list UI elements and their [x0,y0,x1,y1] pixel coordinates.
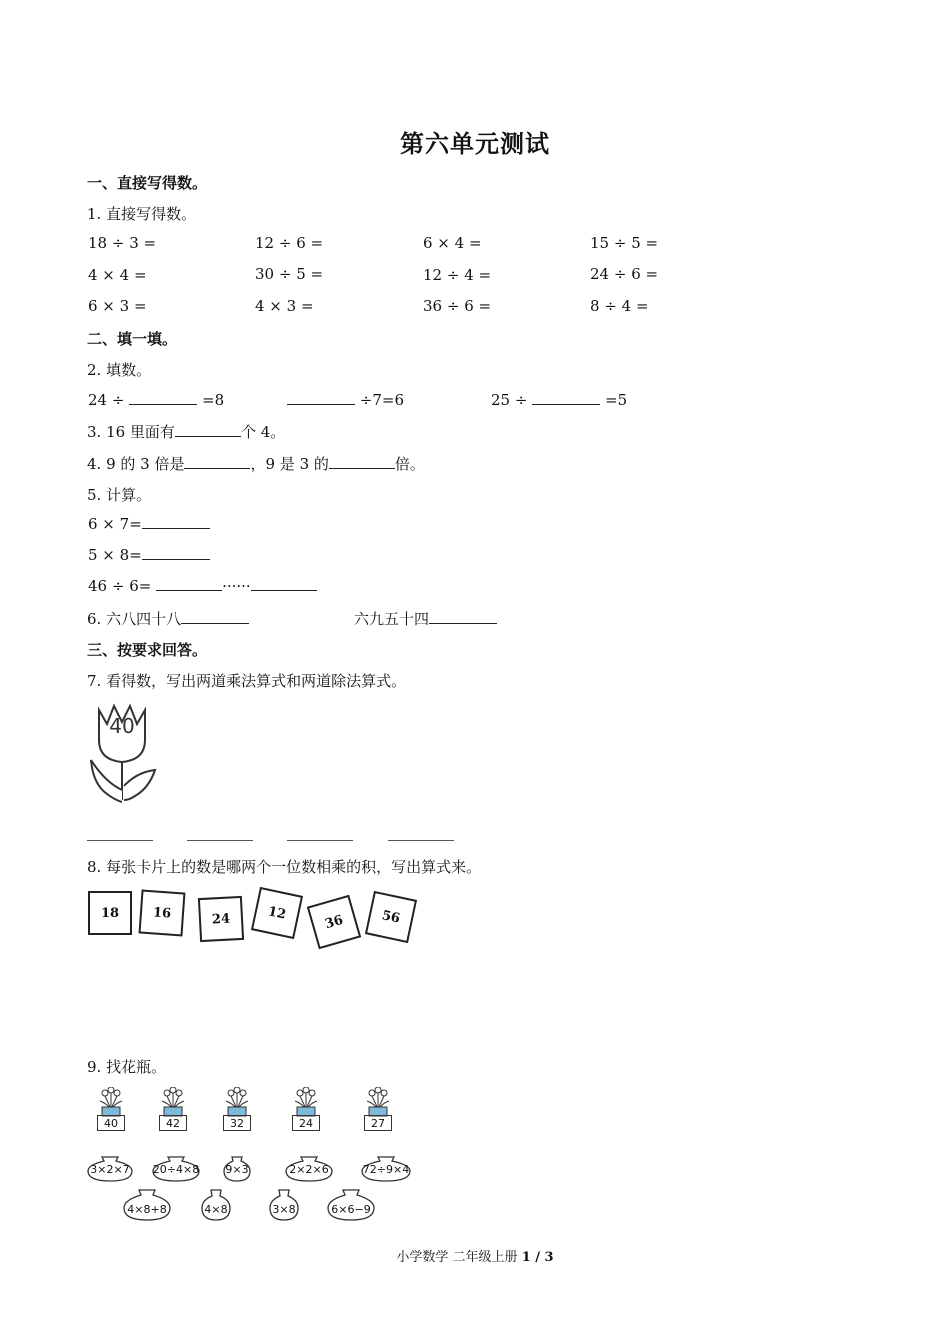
pot-number: 32 [223,1115,251,1131]
q5-item-2 [88,545,210,564]
vase-expression: 72÷9×4 [362,1162,410,1176]
q5-item-1 [88,514,210,533]
pot-number: 40 [97,1115,125,1131]
q2-item-1 [88,390,224,409]
remainder-dots: ······ [222,577,251,595]
vase-expression: 6×6−9 [331,1202,371,1216]
number-card: 18 [88,891,132,935]
question-1-prompt: 1. 直接写得数。 [87,205,197,223]
q2-item-pre: 25 ÷ [491,391,528,409]
flower-icon [222,1087,252,1117]
answer-blank[interactable] [181,609,249,624]
flower-pot [222,1087,252,1131]
vase [284,1155,334,1183]
q6-item-2 [354,608,497,629]
q1-cell: 6 × 4 = [423,234,482,252]
vase-expression: 2×2×6 [289,1162,329,1176]
vase-expression: 9×3 [225,1162,249,1176]
answer-line[interactable] [87,840,153,841]
vase-expression: 3×2×7 [90,1162,130,1176]
q1-cell: 4 × 3 = [255,297,314,315]
q4-text-mid: ，9 是 3 的 [250,455,329,473]
pot-number: 42 [159,1115,187,1131]
tulip-illustration [85,702,159,812]
page-footer [0,1246,950,1265]
answer-blank[interactable] [129,390,197,405]
flower-icon [291,1087,321,1117]
flower-pot [158,1087,188,1131]
question-9-prompt: 9. 找花瓶。 [87,1058,167,1076]
q1-cell: 18 ÷ 3 = [88,234,157,252]
answer-blank[interactable] [532,390,600,405]
footer-subject: 小学数学 二年级上册 [396,1250,518,1265]
vase [268,1188,300,1222]
vase-expression: 20÷4×8 [152,1162,200,1176]
q1-cell: 12 ÷ 4 = [423,266,492,284]
page-title: 第六单元测试 [400,129,550,158]
q5-expression: 6 × 7= [88,515,142,533]
number-card: 12 [251,887,303,939]
flower-pot [96,1087,126,1131]
vase [86,1155,134,1183]
answer-blank[interactable] [156,576,222,591]
question-3 [87,421,285,442]
footer-page-number: 1 [521,1250,531,1265]
answer-blank[interactable] [287,390,355,405]
q2-item-3 [491,390,627,409]
pot-number: 24 [292,1115,320,1131]
footer-separator: / [535,1250,541,1265]
q1-cell: 8 ÷ 4 = [590,297,649,315]
q2-item-post: ÷7=6 [359,391,405,409]
q2-item-2 [287,390,404,409]
vase-expression: 4×8+8 [127,1202,167,1216]
question-2-prompt: 2. 填数。 [87,361,152,379]
vase [151,1155,201,1183]
vase-expression: 3×8 [272,1202,296,1216]
q2-item-post: =8 [202,391,225,409]
number-card: 56 [365,891,417,943]
answer-blank[interactable] [251,576,317,591]
question-5-prompt: 5. 计算。 [87,486,152,504]
number-card: 36 [307,895,361,949]
q4-text-pre: 4. 9 的 3 倍是 [87,455,185,473]
question-4 [87,453,425,474]
vase [360,1155,412,1183]
flower-icon [363,1087,393,1117]
section-heading-2: 二、填一填。 [87,330,178,348]
q1-cell: 24 ÷ 6 = [590,265,659,283]
q1-cell: 30 ÷ 5 = [255,265,324,283]
q5-item-3 [88,576,317,595]
q6-item-1 [87,608,249,629]
vase [200,1188,232,1222]
q1-cell: 36 ÷ 6 = [423,297,492,315]
answer-line[interactable] [287,840,353,841]
q6-text-b: 六九五十四 [354,610,430,628]
vase [222,1155,252,1183]
q1-cell: 15 ÷ 5 = [590,234,659,252]
answer-blank[interactable] [184,454,250,469]
number-card: 16 [139,890,186,937]
q6-text-a: 6. 六八四十八 [87,610,182,628]
answer-blank[interactable] [175,422,241,437]
flower-icon [158,1087,188,1117]
question-8-prompt: 8. 每张卡片上的数是哪两个一位数相乘的积，写出算式来。 [87,858,482,876]
vase [326,1188,376,1222]
q1-cell: 6 × 3 = [88,297,147,315]
q1-cell: 4 × 4 = [88,266,147,284]
flower-number: 40 [109,714,135,738]
flower-pot [291,1087,321,1131]
vase [122,1188,172,1222]
answer-line[interactable] [187,840,253,841]
question-7-prompt: 7. 看得数，写出两道乘法算式和两道除法算式。 [87,672,407,690]
q3-text-pre: 3. 16 里面有 [87,423,175,441]
q2-item-post: =5 [605,391,628,409]
q1-cell: 12 ÷ 6 = [255,234,324,252]
flower-pot [363,1087,393,1131]
q2-item-pre: 24 ÷ [88,391,125,409]
answer-line[interactable] [388,840,454,841]
q5-expression: 5 × 8= [88,546,142,564]
flower-icon [96,1087,126,1117]
q3-text-post: 个 4。 [240,423,286,441]
footer-page-total: 3 [544,1250,554,1265]
number-card: 24 [198,896,244,942]
vase-expression: 4×8 [204,1202,228,1216]
answer-blank[interactable] [429,609,497,624]
answer-blank[interactable] [142,545,210,560]
section-heading-3: 三、按要求回答。 [87,641,208,659]
answer-blank[interactable] [142,514,210,529]
pot-number: 27 [364,1115,392,1131]
q4-text-post: 倍。 [394,455,425,473]
answer-blank[interactable] [329,454,395,469]
q5-expression: 46 ÷ 6= [88,577,152,595]
section-heading-1: 一、直接写得数。 [87,174,208,192]
